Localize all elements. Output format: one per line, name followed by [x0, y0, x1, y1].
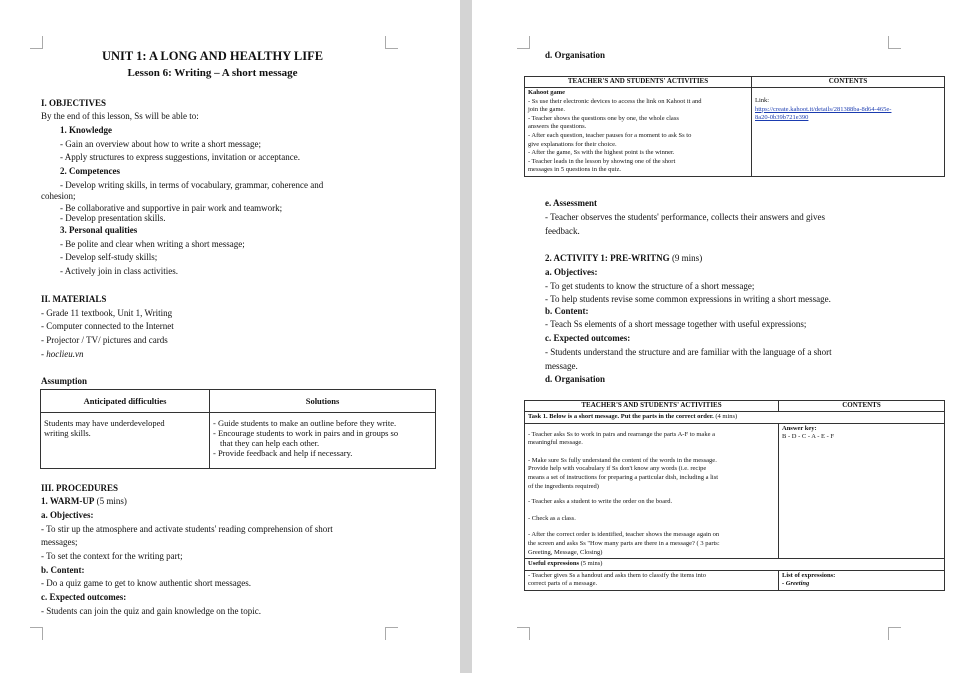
a1-content-label: b. Content:: [545, 306, 589, 316]
answer-key: B - D - C - A - E - F: [782, 433, 834, 441]
activity-line: give explanations for their choice.: [528, 140, 617, 148]
table-cell-contents: [779, 423, 945, 559]
crop-mark: [517, 627, 530, 640]
expression-item: - Greeting: [782, 580, 810, 588]
cell-line: - Provide feedback and help if necessary.: [213, 448, 353, 458]
table-header: Anticipated difficulties: [41, 390, 210, 413]
personal-item: - Be polite and clear when writing a short message;: [60, 239, 245, 249]
task-row: [525, 412, 945, 424]
activity1-title: 2. ACTIVITY 1: PRE-WRITNG: [545, 253, 670, 263]
crop-mark: [517, 36, 530, 49]
task-time: (4 mins): [715, 413, 738, 420]
competences-item: cohesion;: [41, 191, 76, 201]
table-cell-activities: [525, 88, 752, 177]
competences-item: - Develop writing skills, in terms of vocabulary, grammar, coherence and: [60, 180, 324, 190]
competences-heading: 2. Competences: [60, 166, 120, 176]
answer-key-label: Answer key:: [782, 424, 817, 432]
warmup-objective: messages;: [41, 537, 78, 547]
table-cell-difficulty: [41, 413, 210, 469]
warmup-objective: - To set the context for the writing part;: [41, 551, 183, 561]
document-page-left: [0, 0, 460, 673]
materials-item: - Projector / TV/ pictures and cards: [41, 335, 168, 345]
activity-line: Greeting, Message, Closing): [528, 548, 603, 556]
competences-item: - Be collaborative and supportive in pair work and teamwork;: [60, 203, 283, 213]
table-header: Solutions: [210, 390, 436, 413]
a1-outcomes-label: c. Expected outcomes:: [545, 333, 631, 343]
warmup-outcomes: - Students can join the quiz and gain knowledge on the topic.: [41, 606, 261, 616]
warmup-content-label: b. Content:: [41, 565, 85, 575]
a1-objectives-label: a. Objectives:: [545, 267, 598, 277]
pre-writing-table: [524, 400, 945, 591]
warmup-content: - Do a quiz game to get to know authentic short messages.: [41, 578, 251, 588]
activity1-heading: [545, 253, 702, 264]
materials-item: - hoclieu.vn: [41, 349, 84, 359]
lesson-subtitle: Lesson 6: Writing – A short message: [127, 67, 298, 79]
crop-mark: [385, 627, 398, 640]
activity-line: of the ingredients required): [528, 482, 599, 490]
activity-line: means a set of instructions for preparing a particular dish, including a list: [528, 473, 719, 481]
activity-line: - Teacher asks Ss to work in pairs and rearrange the parts A-F to make a: [528, 430, 715, 438]
document-page-right: [472, 0, 960, 673]
useful-title: Useful expressions: [528, 560, 579, 568]
activity-line: - Teacher gives Ss a handout and asks them to classify the items into: [528, 571, 706, 579]
materials-item: - Grade 11 textbook, Unit 1, Writing: [41, 308, 173, 318]
kahoot-activity-table: [524, 76, 945, 177]
activity-line: answers the questions.: [528, 123, 587, 131]
assessment-label: e. Assessment: [545, 198, 597, 208]
activity-line: - Teacher asks a student to write the order on the board.: [528, 498, 673, 506]
link-label: Link:: [755, 97, 770, 104]
table-header: TEACHER'S AND STUDENTS' ACTIVITIES: [525, 77, 752, 88]
assessment-line: - Teacher observes the students' performance, collects their answers and gives: [545, 212, 825, 222]
table-cell-solutions: [210, 413, 436, 469]
activity-line: - Teacher shows the questions one by one, the whole class: [528, 114, 679, 122]
personal-item: - Develop self-study skills;: [60, 252, 158, 262]
a1-outcome: - Students understand the structure and are familiar with the language of a short: [545, 347, 832, 357]
a1-outcome: message.: [545, 361, 578, 371]
knowledge-heading: 1. Knowledge: [60, 125, 113, 135]
lesson-title: UNIT 1: A LONG AND HEALTHY LIFE: [101, 49, 324, 63]
a1-objective: - To help students revise some common expressions in writing a short message.: [545, 294, 831, 304]
materials-heading: II. MATERIALS: [41, 294, 107, 304]
personal-heading: 3. Personal qualities: [60, 225, 138, 235]
warmup-outcomes-label: c. Expected outcomes:: [41, 592, 127, 602]
activity-line: the screen and asks Ss "How many parts are there in a message? ( 3 parts:: [528, 539, 720, 547]
activity-line: correct parts of a message.: [528, 580, 598, 588]
game-title: Kahoot game: [528, 89, 566, 96]
table-header: CONTENTS: [752, 77, 945, 88]
cell-line: Students may have underdeveloped: [44, 418, 165, 428]
table-header: CONTENTS: [779, 401, 945, 412]
objectives-heading: I. OBJECTIVES: [41, 98, 107, 108]
warmup-objectives-label: a. Objectives:: [41, 510, 94, 520]
a1-organisation-label: d. Organisation: [545, 374, 606, 384]
cell-line: that they can help each other.: [220, 438, 320, 448]
table-cell-activities: [525, 570, 779, 590]
cell-line: - Guide students to make an outline before they write.: [213, 418, 397, 428]
activity-line: - After the correct order is identified, teacher shows the message again on: [528, 531, 720, 539]
activity-line: - Check as a class.: [528, 514, 576, 522]
table-header: TEACHER'S AND STUDENTS' ACTIVITIES: [525, 401, 779, 412]
useful-time: (5 mins): [580, 560, 603, 568]
activity-line: - Teacher leads in the lesson by showing one of the short: [528, 157, 676, 165]
a1-content: - Teach Ss elements of a short message together with useful expressions;: [545, 319, 807, 329]
assumption-table: [40, 389, 436, 469]
crop-mark: [30, 627, 43, 640]
activity-line: - Ss use their electronic devices to access the link on Kahoot it and: [528, 97, 702, 105]
materials-item: - Computer connected to the Internet: [41, 321, 174, 331]
activity-line: messages in 5 questions in the quiz.: [528, 166, 621, 174]
procedures-heading: III. PROCEDURES: [41, 483, 119, 493]
activity-line: Provide help with vocabulary if Ss don't know any words (i.e. recipe: [528, 465, 707, 473]
warmup-title: 1. WARM-UP: [41, 496, 95, 506]
activity-line: - Make sure Ss fully understand the content of the words in the message.: [528, 456, 717, 464]
knowledge-item: - Apply structures to express suggestions, invitation or acceptance.: [60, 152, 300, 162]
table-cell-contents: [779, 570, 945, 590]
activity-line: - After each question, teacher pauses for a moment to ask Ss to: [528, 131, 692, 139]
knowledge-item: - Gain an overview about how to write a short message;: [60, 139, 261, 149]
assumption-heading: Assumption: [41, 376, 88, 386]
crop-mark: [888, 627, 901, 640]
activity1-time: (9 mins): [671, 253, 703, 263]
useful-row: [525, 559, 945, 571]
task-title: Task 1. Below is a short message. Put the parts in the correct order.: [528, 413, 714, 420]
expressions-label: List of expressions:: [782, 571, 836, 579]
competences-item: - Develop presentation skills.: [60, 213, 166, 223]
organisation-label: d. Organisation: [545, 50, 606, 60]
activity-line: join the game.: [528, 106, 566, 114]
table-cell-activities: [525, 423, 779, 559]
personal-item: - Actively join in class activities.: [60, 266, 178, 276]
activity-line: meaningful message.: [528, 439, 583, 447]
warmup-heading: [41, 496, 127, 507]
crop-mark: [385, 36, 398, 49]
warmup-objective: - To stir up the atmosphere and activate students' reading comprehension of short: [41, 524, 333, 534]
activity-line: - After the game, Ss with the highest point is the winner.: [528, 149, 675, 157]
cell-line: - Encourage students to work in pairs and in groups so: [213, 428, 399, 438]
warmup-time: (5 mins): [96, 496, 127, 506]
assessment-line: feedback.: [545, 226, 580, 236]
cell-line: writing skills.: [44, 428, 91, 438]
kahoot-link[interactable]: 8a20-0b39b721e390: [755, 114, 809, 122]
page-gutter: [460, 0, 472, 673]
objectives-intro: By the end of this lesson, Ss will be able to:: [41, 111, 199, 121]
a1-objective: - To get students to know the structure of a short message;: [545, 281, 755, 291]
crop-mark: [888, 36, 901, 49]
kahoot-link[interactable]: https://create.kahoot.it/details/281388ba-8d64-465e-: [755, 105, 892, 113]
table-cell-contents: [752, 88, 945, 177]
crop-mark: [30, 36, 43, 49]
